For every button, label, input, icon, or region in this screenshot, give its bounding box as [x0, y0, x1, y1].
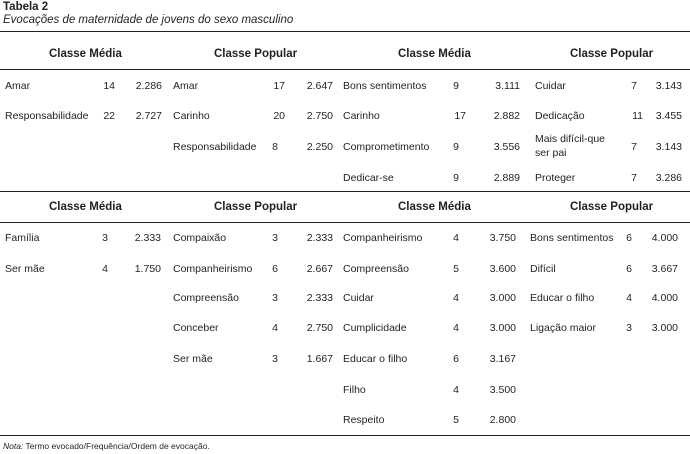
- term-cell: Filho: [343, 384, 366, 396]
- term-cell: Ser mãe: [173, 353, 213, 365]
- header-rule-2: [0, 222, 690, 223]
- term-cell: Bons sentimentos: [530, 232, 614, 244]
- term-cell: Amar: [173, 80, 199, 92]
- order-cell: 2.882: [493, 110, 520, 122]
- order-cell: 2.333: [306, 292, 333, 304]
- header-classe-media: Classe Média: [49, 48, 122, 60]
- order-cell: 2.800: [489, 414, 516, 426]
- freq-cell: 3: [272, 353, 278, 365]
- table-note: [3, 441, 210, 451]
- freq-cell: 22: [103, 110, 115, 122]
- term-cell: ser pai: [535, 147, 567, 159]
- order-cell: 4.000: [651, 232, 678, 244]
- order-cell: 2.889: [493, 172, 520, 184]
- term-cell: Carinho: [343, 110, 380, 122]
- freq-cell: 4: [626, 292, 632, 304]
- order-cell: 2.667: [306, 263, 333, 275]
- freq-cell: 4: [272, 322, 278, 334]
- header-classe-popular: Classe Popular: [570, 48, 654, 60]
- freq-cell: 6: [453, 353, 459, 365]
- freq-cell: 11: [632, 110, 643, 122]
- note-label: Nota:: [3, 441, 24, 451]
- term-cell: Conceber: [173, 322, 219, 334]
- freq-cell: 14: [103, 80, 115, 92]
- freq-cell: 9: [453, 80, 459, 92]
- freq-cell: 17: [454, 110, 466, 122]
- term-cell: Respeito: [343, 414, 385, 426]
- term-cell: Compreensão: [343, 263, 409, 275]
- freq-cell: 20: [273, 110, 285, 122]
- freq-cell: 8: [272, 141, 278, 153]
- term-cell: Responsabilidade: [5, 110, 89, 122]
- table-subtitle: Evocações de maternidade de jovens do sexo masculino: [3, 14, 294, 26]
- header-classe-media: Classe Média: [398, 201, 471, 213]
- table-title: Tabela 2: [3, 1, 49, 13]
- freq-cell: 6: [272, 263, 278, 275]
- order-cell: 1.750: [134, 263, 161, 275]
- header-classe-media: Classe Média: [398, 48, 471, 60]
- order-cell: 2.286: [135, 80, 162, 92]
- order-cell: 2.750: [306, 322, 333, 334]
- freq-cell: 7: [631, 80, 637, 92]
- term-cell: Companheirismo: [343, 232, 423, 244]
- term-cell: Dedicar-se: [343, 172, 394, 184]
- order-cell: 2.727: [135, 110, 162, 122]
- order-cell: 2.250: [306, 141, 333, 153]
- order-cell: 3.600: [489, 263, 516, 275]
- freq-cell: 4: [453, 384, 459, 396]
- term-cell: Ser mãe: [5, 263, 45, 275]
- bottom-rule: [0, 435, 690, 436]
- term-cell: Compreensão: [173, 292, 239, 304]
- term-cell: Cumplicidade: [343, 322, 407, 334]
- term-cell: Dedicação: [535, 110, 585, 122]
- term-cell: Família: [5, 232, 40, 244]
- order-cell: 1.667: [306, 353, 333, 365]
- order-cell: 3.000: [489, 292, 516, 304]
- order-cell: 3.500: [489, 384, 516, 396]
- freq-cell: 6: [626, 263, 632, 275]
- order-cell: 3.111: [495, 80, 520, 92]
- freq-cell: 3: [102, 232, 108, 244]
- order-cell: 3.000: [651, 322, 678, 334]
- term-cell: Proteger: [535, 172, 576, 184]
- freq-cell: 7: [631, 141, 637, 153]
- term-cell: Bons sentimentos: [343, 80, 427, 92]
- freq-cell: 17: [273, 80, 285, 92]
- term-cell: Educar o filho: [343, 353, 408, 365]
- order-cell: 3.167: [489, 353, 516, 365]
- freq-cell: 3: [272, 292, 278, 304]
- header-rule-1: [0, 69, 690, 70]
- order-cell: 3.143: [655, 141, 682, 153]
- freq-cell: 4: [453, 322, 459, 334]
- order-cell: 4.000: [651, 292, 678, 304]
- header-classe-popular: Classe Popular: [214, 201, 298, 213]
- freq-cell: 7: [631, 172, 637, 184]
- term-cell: Responsabilidade: [173, 141, 257, 153]
- order-cell: 2.333: [306, 232, 333, 244]
- order-cell: 3.000: [489, 322, 516, 334]
- freq-cell: 5: [453, 263, 459, 275]
- term-cell: Educar o filho: [530, 292, 595, 304]
- freq-cell: 3: [626, 322, 632, 334]
- term-cell: Compaixão: [173, 232, 227, 244]
- freq-cell: 4: [453, 292, 459, 304]
- freq-cell: 9: [453, 172, 459, 184]
- order-cell: 3.556: [493, 141, 520, 153]
- freq-cell: 4: [102, 263, 108, 275]
- term-cell: Amar: [5, 80, 31, 92]
- order-cell: 3.455: [655, 110, 682, 122]
- top-rule: [0, 31, 690, 32]
- term-cell: Cuidar: [343, 292, 374, 304]
- header-classe-media: Classe Média: [49, 201, 122, 213]
- freq-cell: 9: [453, 141, 459, 153]
- freq-cell: 4: [453, 232, 459, 244]
- header-classe-popular: Classe Popular: [214, 48, 298, 60]
- order-cell: 3.667: [651, 263, 678, 275]
- section-divider: [0, 191, 690, 192]
- term-cell: Difícil: [530, 263, 556, 275]
- order-cell: 3.750: [489, 232, 516, 244]
- term-cell: Cuidar: [535, 80, 566, 92]
- term-cell: Companheirismo: [173, 263, 253, 275]
- order-cell: 2.750: [306, 110, 333, 122]
- order-cell: 2.333: [134, 232, 161, 244]
- term-cell: Comprometimento: [343, 141, 430, 153]
- order-cell: 3.286: [655, 172, 682, 184]
- order-cell: 3.143: [655, 80, 682, 92]
- term-cell: Ligação maior: [530, 322, 596, 334]
- freq-cell: 3: [272, 232, 278, 244]
- term-cell: Carinho: [173, 110, 210, 122]
- freq-cell: 6: [626, 232, 632, 244]
- freq-cell: 5: [453, 414, 459, 426]
- note-text: Termo evocado/Frequência/Ordem de evocação.: [23, 441, 210, 451]
- term-cell: Mais difícil-que: [535, 133, 606, 145]
- order-cell: 2.647: [306, 80, 333, 92]
- header-classe-popular: Classe Popular: [570, 201, 654, 213]
